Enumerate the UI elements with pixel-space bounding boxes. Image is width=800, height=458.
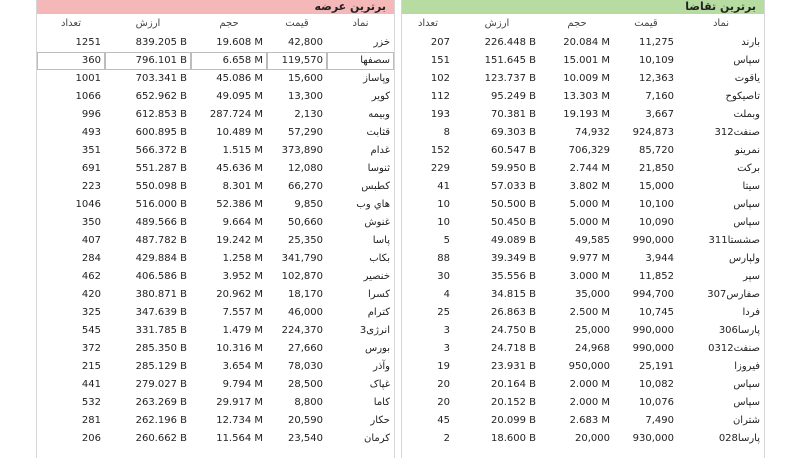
cell-volume: 2.744 M — [569, 163, 610, 174]
cell-price: 28,500 — [288, 379, 323, 390]
table-row[interactable] — [37, 142, 394, 160]
top-demand-title: برترین تقاضا — [402, 0, 764, 14]
cell-symbol: سپاس — [733, 379, 760, 390]
cell-count: 372 — [81, 343, 101, 354]
cell-count: 41 — [437, 181, 450, 192]
table-row[interactable] — [37, 34, 394, 52]
cell-price: 23,540 — [288, 433, 323, 444]
cell-value: 20.164 B — [490, 379, 536, 390]
cell-volume: 52.386 M — [216, 199, 263, 210]
cell-volume: 10.316 M — [216, 343, 263, 354]
cell-count: 88 — [437, 253, 450, 264]
table-row[interactable] — [37, 250, 394, 268]
cell-value: 49.089 B — [490, 235, 536, 246]
cell-price: 25,191 — [639, 361, 674, 372]
col-volume[interactable]: حجم — [219, 18, 239, 29]
cell-volume: 25,000 — [575, 325, 610, 336]
table-row[interactable] — [402, 232, 764, 250]
cell-price: 7,490 — [645, 415, 674, 426]
cell-value: 123.737 B — [484, 73, 536, 84]
cell-value: 20.152 B — [490, 397, 536, 408]
cell-price: 990,000 — [632, 343, 674, 354]
cell-price: 10,076 — [639, 397, 674, 408]
cell-value: 347.639 B — [135, 307, 187, 318]
cell-volume: 3.000 M — [569, 271, 610, 282]
cell-symbol: یاقوت — [734, 73, 760, 84]
cell-volume: 19.193 M — [563, 109, 610, 120]
cell-count: 351 — [81, 145, 101, 156]
table-row[interactable] — [402, 160, 764, 178]
cell-price: 224,370 — [281, 325, 323, 336]
cell-symbol: هاي وب — [356, 199, 390, 210]
cell-count: 2 — [443, 433, 450, 444]
cell-symbol: بکاب — [369, 253, 390, 264]
cell-count: 360 — [37, 52, 105, 70]
cell-volume: 19.242 M — [216, 235, 263, 246]
cell-volume: 29.917 M — [216, 397, 263, 408]
cell-value: 34.815 B — [490, 289, 536, 300]
cell-price: 18,170 — [288, 289, 323, 300]
cell-price: 994,700 — [632, 289, 674, 300]
cell-value: 260.662 B — [135, 433, 187, 444]
cell-symbol: سیتا — [742, 181, 760, 192]
cell-price: 20,590 — [288, 415, 323, 426]
cell-value: 226.448 B — [484, 37, 536, 48]
cell-symbol: خنصیر — [363, 271, 390, 282]
cell-symbol: سپاس — [733, 397, 760, 408]
cell-volume: 8.301 M — [222, 181, 263, 192]
cell-symbol: حکار — [370, 415, 390, 426]
cell-price: 102,870 — [281, 271, 323, 282]
cell-symbol: کطبس — [361, 181, 390, 192]
cell-price: 12,363 — [639, 73, 674, 84]
cell-price: 8,800 — [294, 397, 323, 408]
cell-count: 20 — [437, 397, 450, 408]
cell-count: 545 — [81, 325, 101, 336]
table-row[interactable] — [402, 286, 764, 304]
top-supply-title: برترین عرضه — [37, 0, 394, 14]
cell-volume: 2.000 M — [569, 379, 610, 390]
cell-value: 262.196 B — [135, 415, 187, 426]
cell-count: 45 — [437, 415, 450, 426]
cell-volume: 2.683 M — [569, 415, 610, 426]
cell-value: 406.586 B — [135, 271, 187, 282]
cell-value: 279.027 B — [135, 379, 187, 390]
cell-symbol: سپاس — [733, 199, 760, 210]
cell-value: 380.871 B — [135, 289, 187, 300]
table-row[interactable] — [37, 106, 394, 124]
cell-count: 407 — [81, 235, 101, 246]
col-volume[interactable]: حجم — [567, 18, 587, 29]
cell-symbol: نمرینو — [734, 145, 760, 156]
cell-symbol: صنفت0312 — [708, 343, 760, 354]
cell-count: 193 — [430, 109, 450, 120]
table-header-row — [37, 14, 394, 34]
cell-count: 420 — [81, 289, 101, 300]
table-row[interactable] — [37, 286, 394, 304]
table-row[interactable] — [37, 394, 394, 412]
table-row[interactable] — [402, 34, 764, 52]
cell-count: 996 — [81, 109, 101, 120]
table-row[interactable] — [402, 250, 764, 268]
cell-count: 102 — [430, 73, 450, 84]
col-value[interactable]: ارزش — [484, 18, 510, 29]
cell-count: 25 — [437, 307, 450, 318]
cell-count: 281 — [81, 415, 101, 426]
cell-price: 15,600 — [288, 73, 323, 84]
table-row[interactable] — [37, 160, 394, 178]
cell-symbol: ثنوسا — [367, 163, 390, 174]
cell-symbol: پارسا306 — [718, 325, 760, 336]
cell-price: 42,800 — [288, 37, 323, 48]
cell-value: 516.000 B — [135, 199, 187, 210]
cell-volume: 3.802 M — [569, 181, 610, 192]
cell-count: 151 — [430, 55, 450, 66]
table-row[interactable] — [37, 178, 394, 196]
cell-price: 10,745 — [639, 307, 674, 318]
cell-value: 652.962 B — [135, 91, 187, 102]
cell-volume: 45.636 M — [216, 163, 263, 174]
cell-value: 60.547 B — [490, 145, 536, 156]
top-demand-panel — [401, 0, 765, 458]
cell-count: 112 — [430, 91, 450, 102]
cell-symbol: صشستا311 — [708, 235, 760, 246]
cell-symbol: ولپارس — [729, 253, 760, 264]
cell-value: 18.600 B — [490, 433, 536, 444]
cell-symbol: کویر — [371, 91, 390, 102]
cell-volume: 9.794 M — [222, 379, 263, 390]
cell-count: 8 — [443, 127, 450, 138]
cell-price: 924,873 — [632, 127, 674, 138]
cell-count: 20 — [437, 379, 450, 390]
table-row[interactable] — [402, 358, 764, 376]
table-header-row — [402, 14, 764, 34]
table-row[interactable] — [402, 412, 764, 430]
cell-volume: 20,000 — [575, 433, 610, 444]
cell-value: 487.782 B — [135, 235, 187, 246]
table-row[interactable] — [402, 214, 764, 232]
cell-volume: 2.500 M — [569, 307, 610, 318]
cell-symbol: برکت — [737, 163, 760, 174]
cell-price: 341,790 — [281, 253, 323, 264]
table-row[interactable] — [402, 52, 764, 70]
cell-symbol: کسرا — [368, 289, 390, 300]
cell-count: 4 — [443, 289, 450, 300]
cell-value: 285.129 B — [135, 361, 187, 372]
cell-value: 489.566 B — [135, 217, 187, 228]
table-row[interactable] — [37, 322, 394, 340]
cell-symbol: انرژی3 — [359, 325, 390, 336]
cell-count: 10 — [437, 199, 450, 210]
cell-value: 59.950 B — [490, 163, 536, 174]
cell-value: 50.450 B — [490, 217, 536, 228]
cell-price: 10,090 — [639, 217, 674, 228]
cell-count: 206 — [81, 433, 101, 444]
cell-volume: 10.009 M — [563, 73, 610, 84]
cell-volume: 20.962 M — [216, 289, 263, 300]
cell-price: 7,160 — [645, 91, 674, 102]
cell-value: 39.349 B — [490, 253, 536, 264]
cell-count: 284 — [81, 253, 101, 264]
cell-value: 50.500 B — [490, 199, 536, 210]
cell-value: 24.750 B — [490, 325, 536, 336]
cell-symbol: تاصیکوح — [725, 91, 760, 102]
cell-count: 1066 — [75, 91, 101, 102]
cell-price: 930,000 — [632, 433, 674, 444]
table-row[interactable] — [37, 412, 394, 430]
table-row[interactable] — [37, 124, 394, 142]
cell-value: 796.101 B — [105, 52, 191, 70]
cell-volume: 15.001 M — [563, 55, 610, 66]
cell-price: 12,080 — [288, 163, 323, 174]
cell-price: 27,660 — [288, 343, 323, 354]
cell-price: 50,660 — [288, 217, 323, 228]
cell-volume: 11.564 M — [216, 433, 263, 444]
cell-volume: 9.977 M — [569, 253, 610, 264]
table-row[interactable] — [402, 124, 764, 142]
cell-symbol: فیروزا — [734, 361, 760, 372]
cell-volume: 706,329 — [568, 145, 610, 156]
table-row[interactable] — [37, 214, 394, 232]
cell-value: 551.287 B — [135, 163, 187, 174]
cell-volume: 950,000 — [568, 361, 610, 372]
cell-volume: 24,968 — [575, 343, 610, 354]
table-row[interactable] — [402, 178, 764, 196]
cell-symbol: قثابت — [366, 127, 390, 138]
cell-price: 10,109 — [639, 55, 674, 66]
cell-value: 26.863 B — [490, 307, 536, 318]
cell-count: 532 — [81, 397, 101, 408]
cell-price: 13,300 — [288, 91, 323, 102]
cell-price: 46,000 — [288, 307, 323, 318]
table-row[interactable] — [402, 394, 764, 412]
cell-value: 24.718 B — [490, 343, 536, 354]
cell-price: 66,270 — [288, 181, 323, 192]
cell-count: 493 — [81, 127, 101, 138]
cell-value: 70.381 B — [490, 109, 536, 120]
cell-symbol: فردا — [742, 307, 760, 318]
cell-count: 215 — [81, 361, 101, 372]
cell-count: 223 — [81, 181, 101, 192]
cell-value: 600.895 B — [135, 127, 187, 138]
cell-volume: 49,585 — [575, 235, 610, 246]
cell-count: 3 — [443, 325, 450, 336]
col-price[interactable]: قیمت — [634, 18, 658, 29]
cell-symbol: وبملت — [733, 109, 760, 120]
cell-count: 5 — [443, 235, 450, 246]
cell-symbol: کرمان — [363, 433, 390, 444]
cell-count: 1251 — [75, 37, 101, 48]
cell-value: 151.645 B — [484, 55, 536, 66]
col-price[interactable]: قیمت — [285, 18, 309, 29]
table-row[interactable] — [402, 430, 764, 448]
cell-symbol: کاما — [373, 397, 390, 408]
cell-price: 119,570 — [267, 52, 327, 70]
cell-count: 350 — [81, 217, 101, 228]
cell-count: 229 — [430, 163, 450, 174]
top-supply-table — [37, 14, 394, 448]
cell-count: 1001 — [75, 73, 101, 84]
top-supply-panel — [36, 0, 395, 458]
cell-symbol: شتران — [732, 415, 760, 426]
cell-value: 69.303 B — [490, 127, 536, 138]
cell-symbol: پارسا028 — [718, 433, 760, 444]
cell-volume: 3.654 M — [222, 361, 263, 372]
cell-symbol: غدام — [370, 145, 390, 156]
cell-value: 95.249 B — [490, 91, 536, 102]
cell-value: 57.033 B — [490, 181, 536, 192]
cell-symbol: وپاساز — [363, 73, 390, 84]
cell-volume: 5.000 M — [569, 217, 610, 228]
col-count[interactable]: تعداد — [60, 18, 82, 29]
cell-price: 10,082 — [639, 379, 674, 390]
cell-symbol: غنوش — [364, 217, 390, 228]
cell-price: 15,000 — [639, 181, 674, 192]
col-symbol[interactable]: نماد — [712, 18, 730, 29]
col-count[interactable]: تعداد — [417, 18, 439, 29]
cell-symbol: بورس — [365, 343, 390, 354]
cell-price: 25,350 — [288, 235, 323, 246]
cell-volume: 49.095 M — [216, 91, 263, 102]
table-row[interactable] — [37, 340, 394, 358]
cell-count: 462 — [81, 271, 101, 282]
cell-volume: 7.557 M — [222, 307, 263, 318]
cell-volume: 287.724 M — [209, 109, 263, 120]
cell-price: 9,850 — [294, 199, 323, 210]
cell-price: 10,100 — [639, 199, 674, 210]
cell-value: 566.372 B — [135, 145, 187, 156]
col-symbol[interactable]: نماد — [352, 18, 369, 29]
cell-symbol: پاسا — [372, 235, 390, 246]
cell-volume: 1.258 M — [222, 253, 263, 264]
cell-volume: 10.489 M — [216, 127, 263, 138]
table-row[interactable] — [402, 340, 764, 358]
cell-volume: 3.952 M — [222, 271, 263, 282]
cell-count: 3 — [443, 343, 450, 354]
cell-count: 1046 — [75, 199, 101, 210]
cell-count: 30 — [437, 271, 450, 282]
cell-symbol: صفارس307 — [707, 289, 760, 300]
cell-price: 21,850 — [639, 163, 674, 174]
table-row[interactable] — [402, 304, 764, 322]
table-row[interactable] — [37, 70, 394, 88]
cell-symbol: سپر — [743, 271, 760, 282]
table-row[interactable] — [402, 196, 764, 214]
cell-price: 3,944 — [645, 253, 674, 264]
cell-value: 550.098 B — [135, 181, 187, 192]
cell-symbol: غپاک — [369, 379, 390, 390]
cell-count: 19 — [437, 361, 450, 372]
cell-volume: 74,932 — [575, 127, 610, 138]
table-row[interactable] — [402, 376, 764, 394]
table-row[interactable] — [37, 196, 394, 214]
cell-value: 839.205 B — [135, 37, 187, 48]
cell-volume: 1.515 M — [222, 145, 263, 156]
cell-value: 35.556 B — [490, 271, 536, 282]
cell-volume: 35,000 — [575, 289, 610, 300]
cell-price: 11,275 — [639, 37, 674, 48]
cell-value: 612.853 B — [135, 109, 187, 120]
table-row[interactable] — [402, 106, 764, 124]
cell-count: 10 — [437, 217, 450, 228]
cell-price: 11,852 — [639, 271, 674, 282]
cell-price: 85,720 — [639, 145, 674, 156]
cell-count: 691 — [81, 163, 101, 174]
cell-value: 285.350 B — [135, 343, 187, 354]
cell-volume: 9.664 M — [222, 217, 263, 228]
table-row[interactable] — [402, 142, 764, 160]
table-row[interactable] — [37, 268, 394, 286]
cell-price: 990,000 — [632, 235, 674, 246]
cell-symbol: سپاس — [733, 55, 760, 66]
cell-price: 57,290 — [288, 127, 323, 138]
cell-volume: 5.000 M — [569, 199, 610, 210]
table-row[interactable] — [402, 268, 764, 286]
table-row[interactable] — [402, 70, 764, 88]
table-row[interactable] — [37, 358, 394, 376]
cell-price: 373,890 — [281, 145, 323, 156]
table-row[interactable] — [37, 376, 394, 394]
cell-volume: 12.734 M — [216, 415, 263, 426]
cell-price: 990,000 — [632, 325, 674, 336]
cell-price: 78,030 — [288, 361, 323, 372]
cell-symbol: خزر — [373, 37, 390, 48]
cell-count: 207 — [430, 37, 450, 48]
cell-price: 2,130 — [294, 109, 323, 120]
cell-value: 703.341 B — [135, 73, 187, 84]
col-value[interactable]: ارزش — [135, 18, 161, 29]
cell-value: 263.269 B — [135, 397, 187, 408]
cell-count: 441 — [81, 379, 101, 390]
top-demand-table — [402, 14, 764, 448]
cell-symbol: بارند — [741, 37, 760, 48]
cell-volume: 1.479 M — [222, 325, 263, 336]
cell-value: 331.785 B — [135, 325, 187, 336]
cell-symbol: کترام — [367, 307, 390, 318]
cell-symbol: سپاس — [733, 217, 760, 228]
table-row[interactable] — [37, 232, 394, 250]
cell-price: 3,667 — [645, 109, 674, 120]
table-row[interactable] — [37, 52, 394, 70]
table-row[interactable] — [402, 88, 764, 106]
cell-volume: 19.608 M — [216, 37, 263, 48]
cell-volume: 2.000 M — [569, 397, 610, 408]
cell-count: 152 — [430, 145, 450, 156]
cell-symbol: صنفت312 — [714, 127, 760, 138]
table-row[interactable] — [37, 88, 394, 106]
table-row[interactable] — [37, 430, 394, 448]
cell-value: 23.931 B — [490, 361, 536, 372]
table-row[interactable] — [402, 322, 764, 340]
cell-value: 429.884 B — [135, 253, 187, 264]
cell-volume: 6.658 M — [191, 52, 267, 70]
cell-value: 20.099 B — [490, 415, 536, 426]
cell-volume: 13.303 M — [563, 91, 610, 102]
table-row[interactable] — [37, 304, 394, 322]
cell-symbol: وبیمه — [368, 109, 390, 120]
cell-symbol: وآذر — [373, 361, 390, 372]
cell-symbol: سصفها — [327, 52, 394, 70]
cell-volume: 20.084 M — [563, 37, 610, 48]
cell-volume: 45.086 M — [216, 73, 263, 84]
cell-count: 325 — [81, 307, 101, 318]
